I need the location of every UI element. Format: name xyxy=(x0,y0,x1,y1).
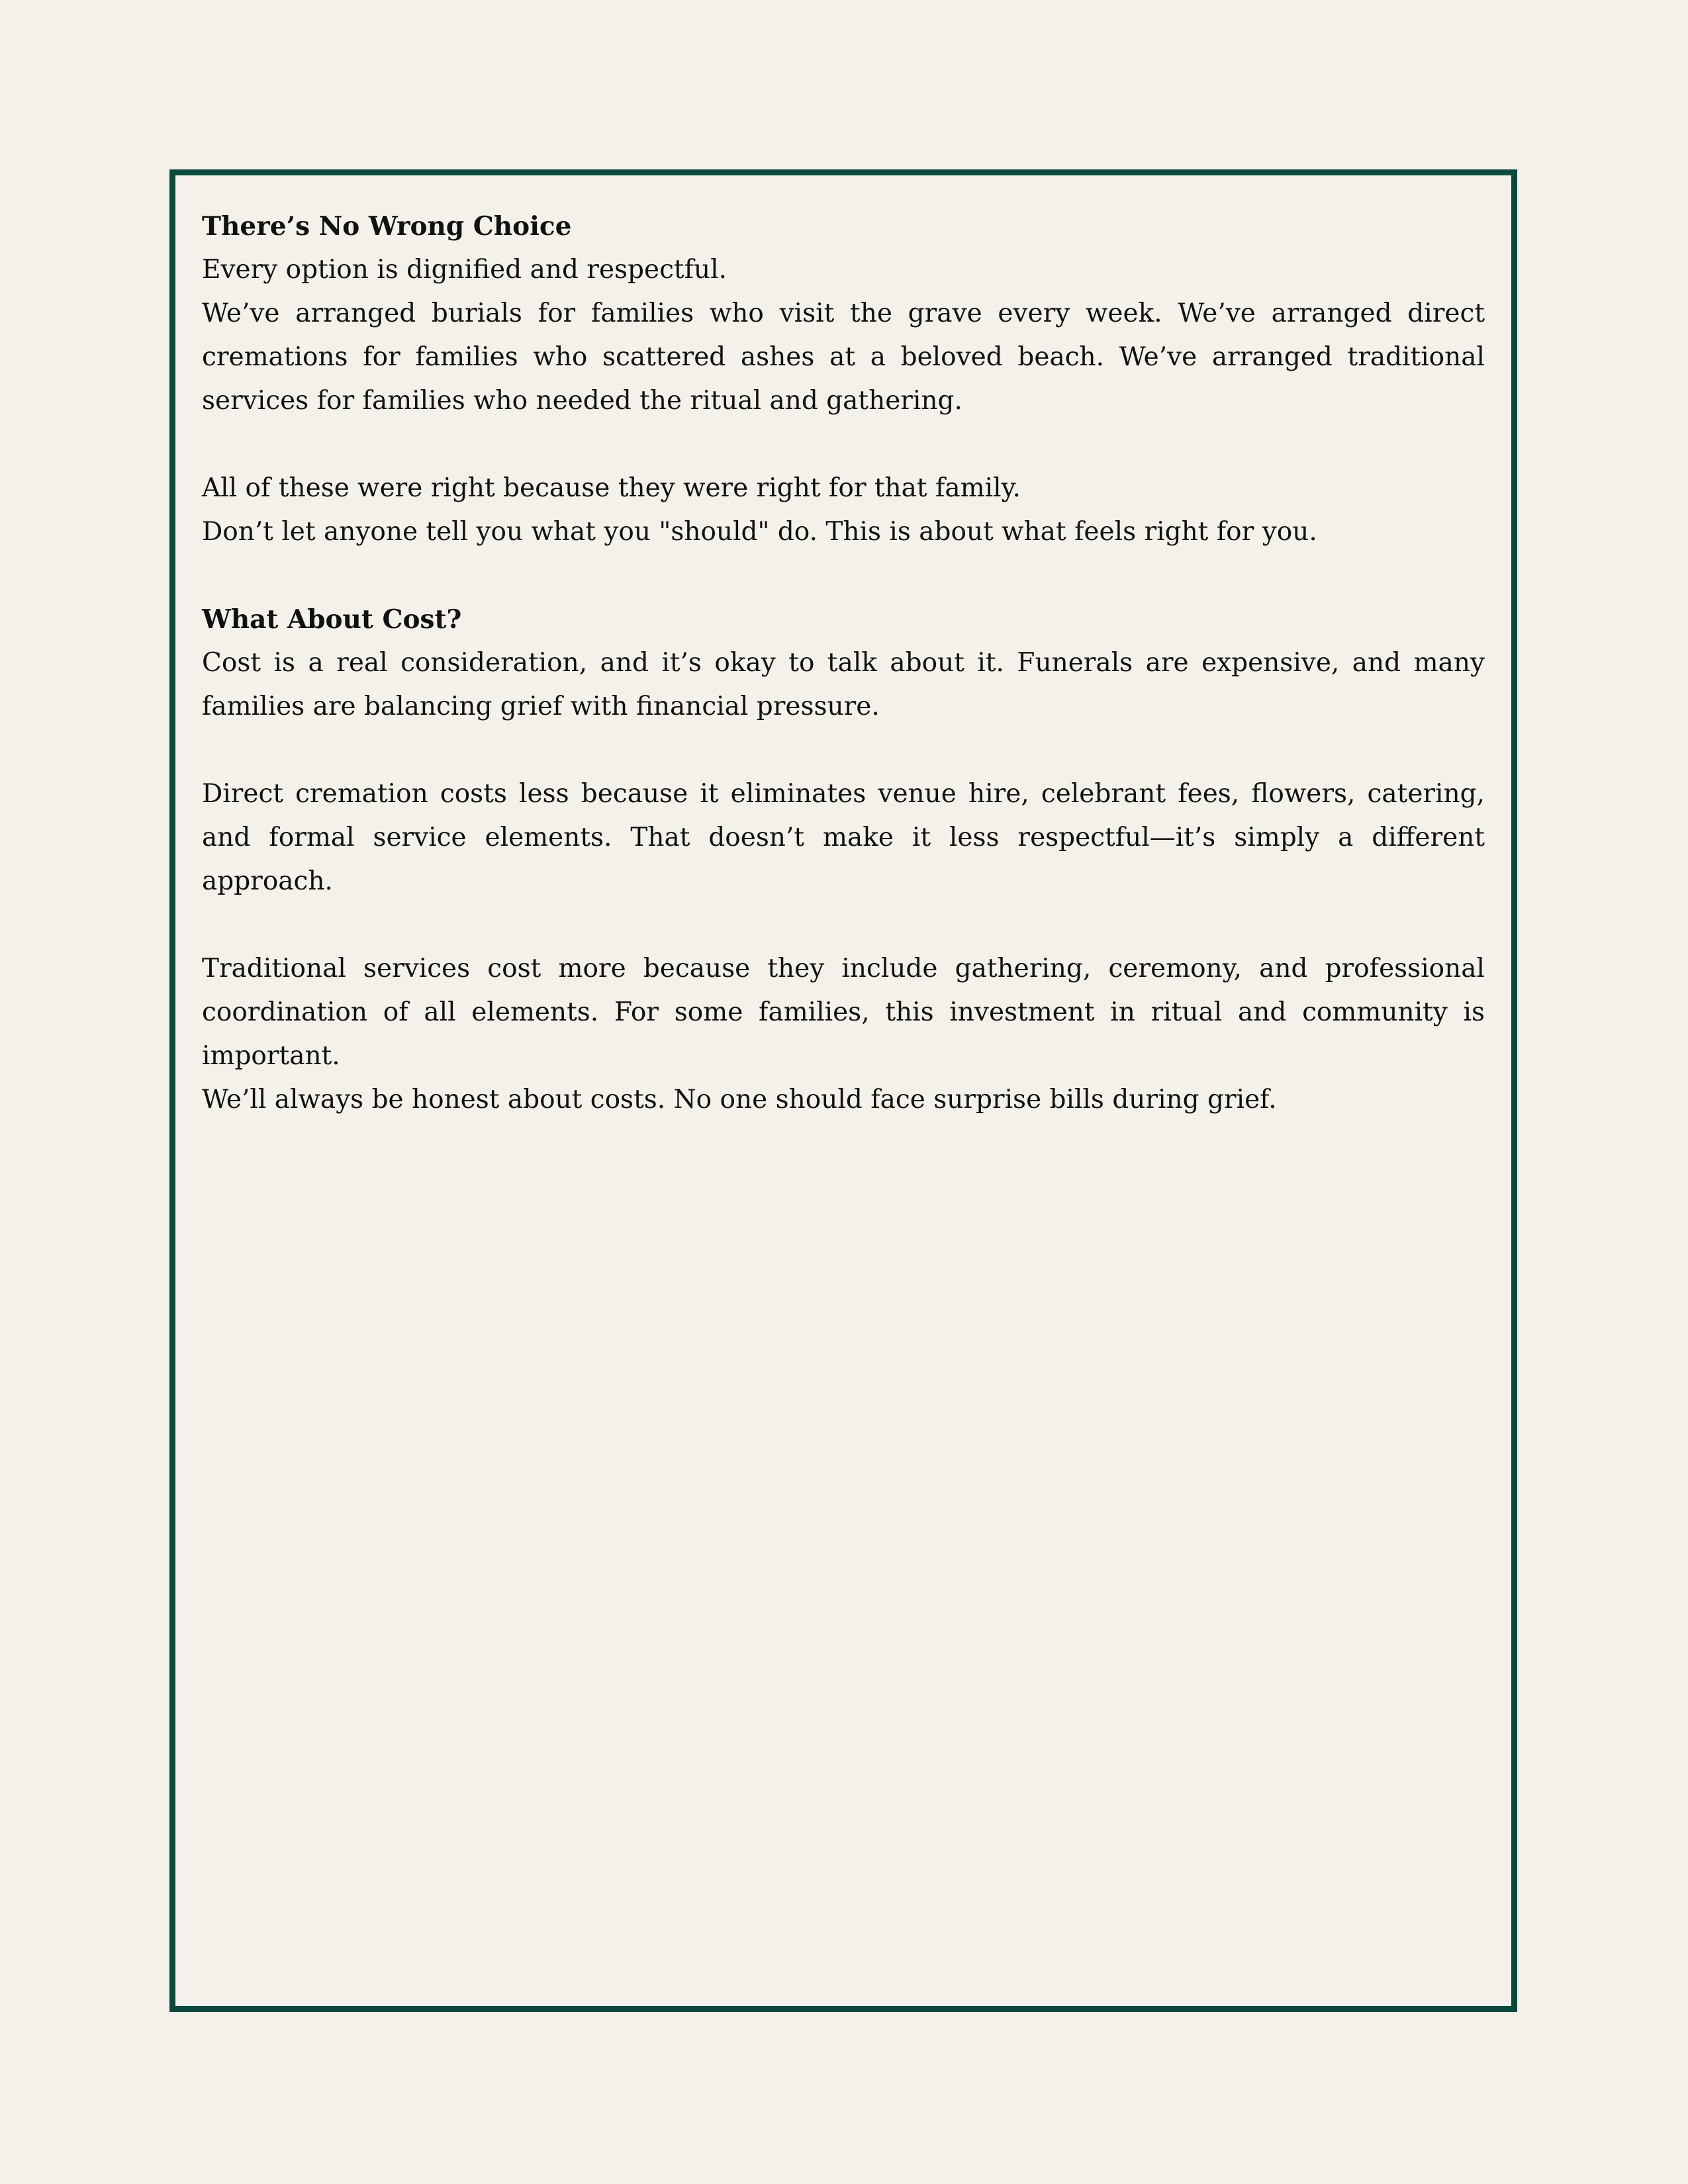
paragraph-arrangements: We’ve arranged burials for families who visit the grave every week. We’ve arranged direct cremations for families who scattered ashes at a beloved beach. We’ve arranged traditional services for families who needed the ritual and gathering. xyxy=(202,298,1485,416)
section-heading-no-wrong-choice: There’s No Wrong Choice xyxy=(202,211,572,242)
paragraph-traditional-services: Traditional services cost more because they include gathering, ceremony, and professional coordination of all elements. For some families, this investment in ritual and community is important. xyxy=(202,954,1485,1071)
document-content xyxy=(202,205,1485,1122)
paragraph-spacer xyxy=(202,423,1485,467)
paragraph-spacer xyxy=(202,903,1485,947)
page-frame xyxy=(169,169,1517,2012)
section-heading-cost: What About Cost? xyxy=(202,604,462,635)
paragraph-right-for-family: All of these were right because they were right for that family. xyxy=(202,473,1021,503)
paragraph-direct-cremation: Direct cremation costs less because it eliminates venue hire, celebrant fees, flowers, catering, and formal service elements. That doesn’t make it less respectful—it’s simply a different approach. xyxy=(202,779,1485,896)
intro-line: Every option is dignified and respectful. xyxy=(202,255,727,285)
paragraph-honest-costs: We’ll always be honest about costs. No one should face surprise bills during grief. xyxy=(202,1085,1277,1115)
paragraph-should: Don’t let anyone tell you what you "should" do. This is about what feels right for you. xyxy=(202,517,1317,547)
paragraph-spacer xyxy=(202,554,1485,598)
paragraph-spacer xyxy=(202,729,1485,772)
paragraph-cost-consideration: Cost is a real consideration, and it’s okay to talk about it. Funerals are expensive, and many families are balancing grief with financial pressure. xyxy=(202,648,1485,721)
